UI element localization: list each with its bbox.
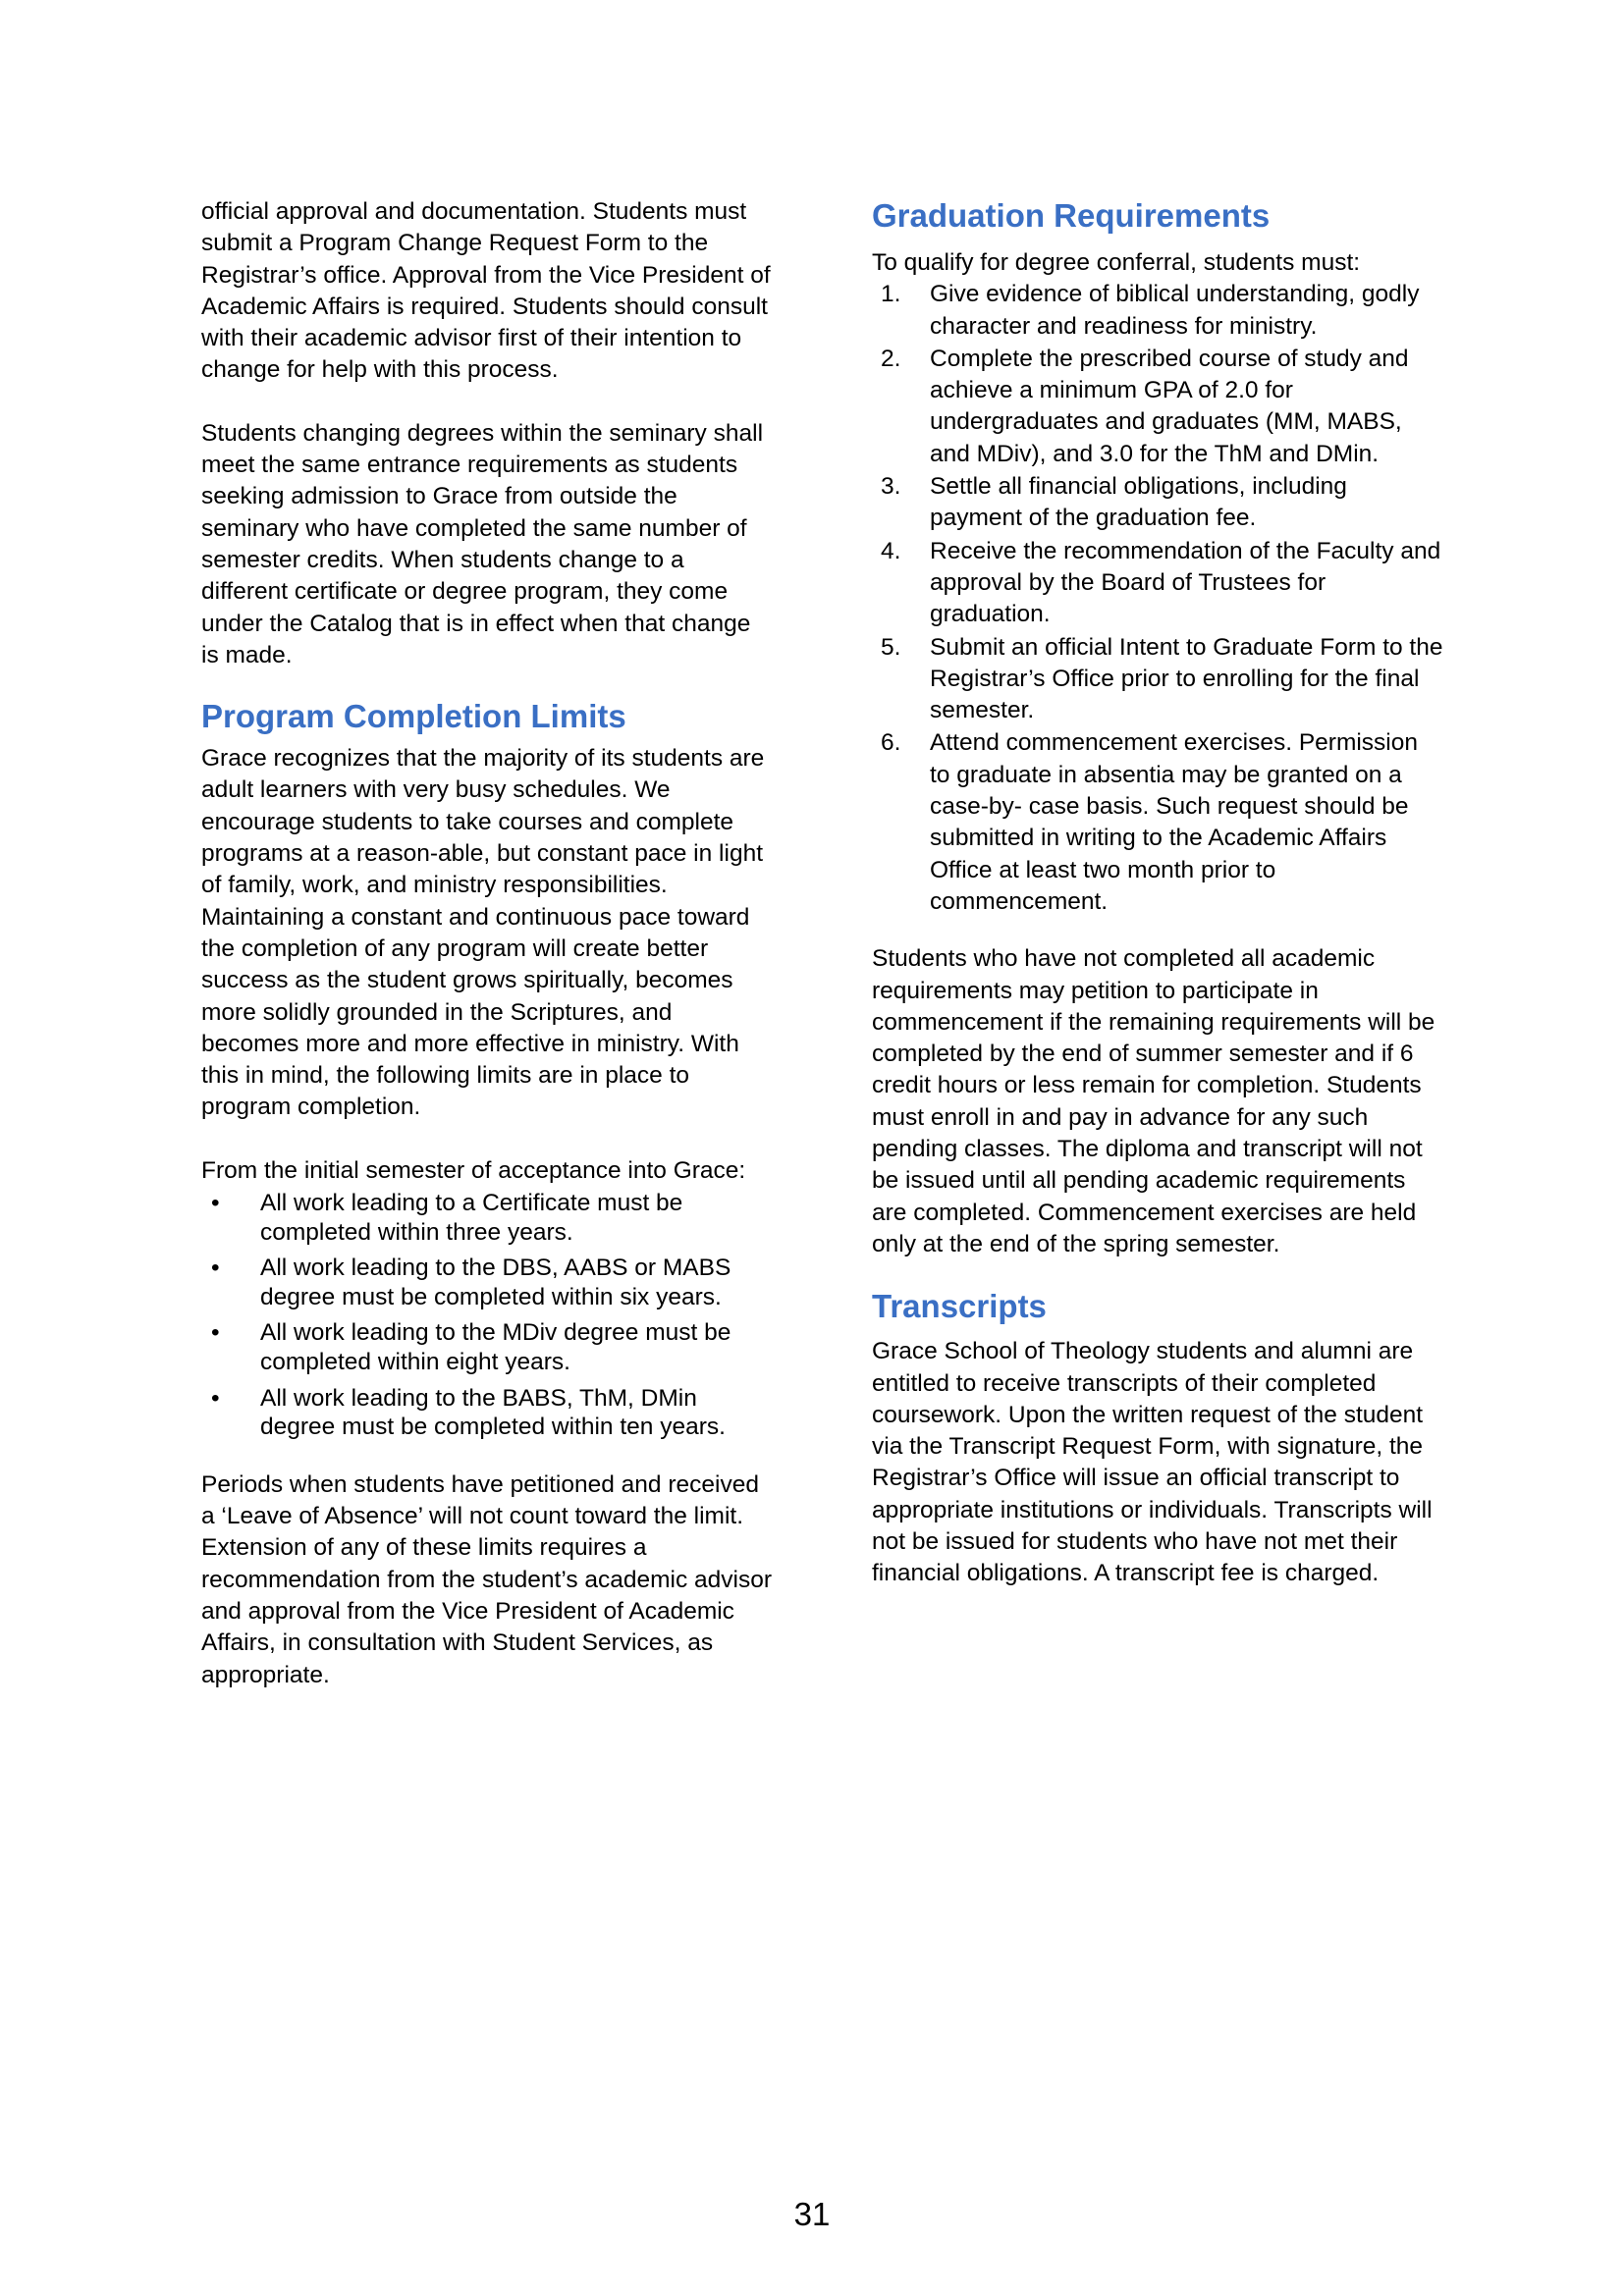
transcripts-paragraph: Grace School of Theology students and alumni are entitled to receive transcripts of their completed coursework. Upon the written request of the student via the Transcript Request Form, with signature, the Registrar’s Office will issue an official transcript to appropriate institutions or individuals. Transcripts will not be issued for students who have not met their financial obligations. A transcript fee is charged. [872, 1338, 1433, 1587]
list-item-number: 5. [881, 633, 901, 661]
list-item-text: All work leading to a Certificate must be completed within three years. [260, 1190, 683, 1246]
transcripts-heading: Transcripts [872, 1288, 1047, 1325]
page-number: 31 [793, 2196, 831, 2232]
list-item-number: 6. [881, 729, 901, 757]
list-item-text: Complete the prescribed course of study and achieve a minimum GPA of 2.0 for undergraduates and graduates (MM, MABS, and MDiv), and 3.0 for the ThM and DMin. [930, 345, 1409, 467]
list-item-number: 1. [881, 281, 901, 308]
list-item-text: Submit an official Intent to Graduate Form to the Registrar’s Office prior to enrolling for the final semester. [930, 633, 1443, 724]
list-item-text: Attend commencement exercises. Permission to graduate in absentia may be granted on a case-by- case basis. Such request should be submitted in writing to the Academic Affairs Office at least two month prior to commencement. [930, 729, 1418, 915]
list-item-text: All work leading to the BABS, ThM, DMin degree must be completed within ten years. [260, 1384, 726, 1441]
completion-limits-list [201, 1189, 773, 1442]
changing-degrees-paragraph: Students changing degrees within the seminary shall meet the same entrance requirements as students seeking admission to Grace from outside the seminary who have completed the same number of semester credits. When students change to a different certificate or degree program, they come under the Catalog that is in effect when that change is made. [201, 419, 764, 668]
bullet-icon: • [211, 1190, 220, 1217]
program-completion-limits-heading: Program Completion Limits [201, 698, 626, 735]
graduation-requirements-heading: Graduation Requirements [872, 197, 1271, 234]
bullet-icon: • [211, 1319, 220, 1347]
petition-paragraph: Students who have not completed all academic requirements may petition to participate in commencement if the remaining requirements will be completed by the end of summer semester and if 6 credit hours or less remain for completion. Students must enroll in and pay in advance for any such pending classes. The diploma and transcript will not be issued until all pending academic requirements are completed. Commencement exercises are held only at the end of the spring semester. [872, 945, 1435, 1257]
list-item-text: Give evidence of biblical understanding, godly character and readiness for ministry. [930, 281, 1420, 340]
list-item [872, 471, 1443, 535]
list-item-number: 2. [881, 345, 901, 372]
left-column [201, 196, 773, 1691]
bullet-icon: • [211, 1255, 220, 1282]
list-item-text: Receive the recommendation of the Faculty and approval by the Board of Trustees for graduation. [930, 537, 1441, 628]
list-item [201, 1318, 773, 1376]
list-item-text: All work leading to the MDiv degree must be completed within eight years. [260, 1319, 731, 1375]
list-item [201, 1189, 773, 1247]
list-item [201, 1254, 773, 1311]
right-column [872, 196, 1443, 1590]
list-item [872, 727, 1443, 918]
intro-paragraph: official approval and documentation. Students must submit a Program Change Request Form to the Registrar’s office. Approval from the Vice President of Academic Affairs is required. Students should consult with their academic advisor first of their intention to change for help with this process. [201, 198, 771, 384]
completion-limits-paragraph: Grace recognizes that the majority of its students are adult learners with very busy schedules. We encourage students to take courses and complete programs at a reason-able, but constant pace in light of family, work, and ministry responsibilities. Maintaining a constant and continuous pace toward the completion of any program will create better success as the student grows spiritually, becomes more solidly grounded in the Scriptures, and becomes more and more effective in ministry. With this in mind, the following limits are in place to program completion. [201, 745, 765, 1121]
initial-semester-paragraph: From the initial semester of acceptance into Grace: [201, 1156, 746, 1184]
list-item [872, 632, 1443, 727]
bullet-icon: • [211, 1384, 220, 1412]
qualify-intro-text: To qualify for degree conferral, students must: [872, 249, 1361, 276]
leave-of-absence-paragraph: Periods when students have petitioned and received a ‘Leave of Absence’ will not count toward the limit. Extension of any of these limits requires a recommendation from the student’s academic advisor and approval from the Vice President of Academic Affairs, in consultation with Student Services, as appropriate. [201, 1470, 773, 1688]
list-item-number: 4. [881, 537, 901, 564]
list-item [872, 344, 1443, 470]
list-item [872, 536, 1443, 631]
graduation-requirements-list [872, 279, 1443, 918]
list-item-number: 3. [881, 473, 901, 501]
list-item [201, 1384, 773, 1442]
list-item [872, 279, 1443, 343]
list-item-text: Settle all financial obligations, including payment of the graduation fee. [930, 473, 1347, 532]
list-item-text: All work leading to the DBS, AABS or MABS degree must be completed within six years. [260, 1255, 731, 1310]
